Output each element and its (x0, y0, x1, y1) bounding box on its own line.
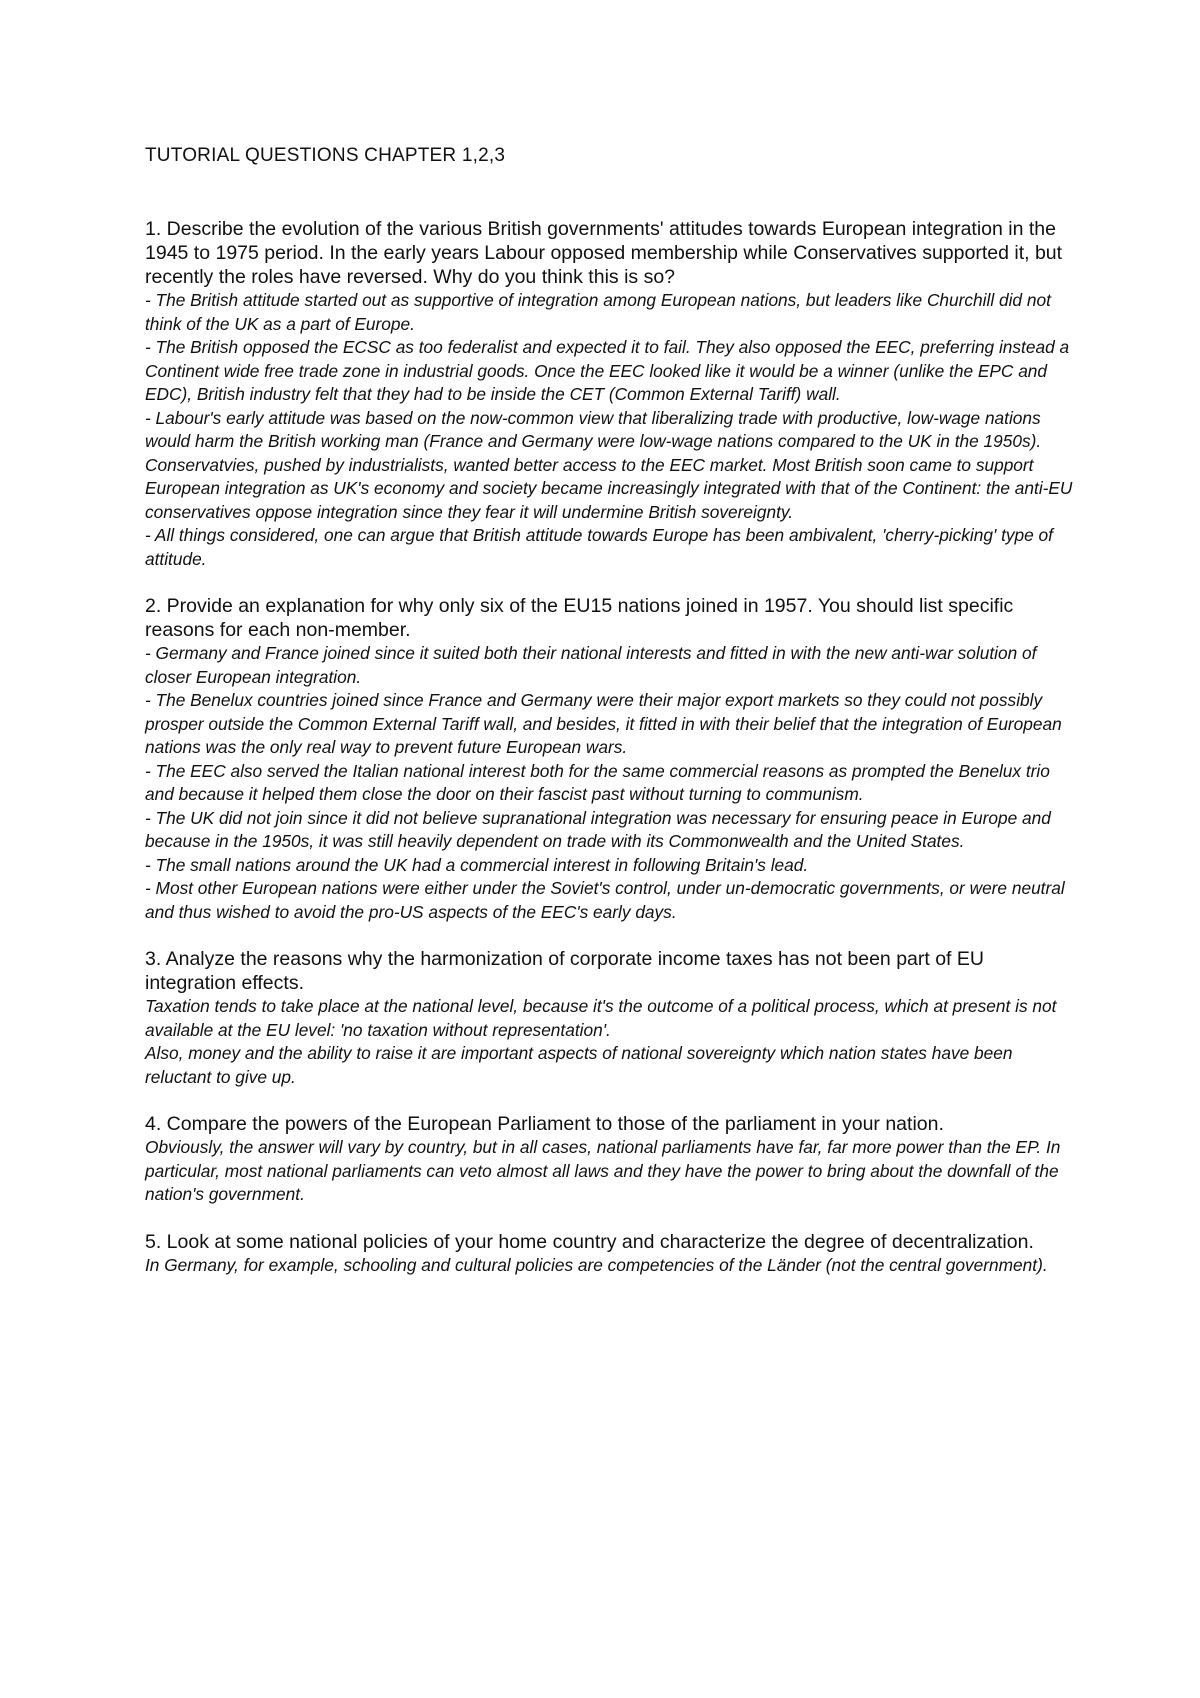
answer-1-4: Conservatvies, pushed by industrialists, wanted better access to the EEC market. Most British soon came to support European integration as UK's economy and society became increasingly integrated with that of the Continent: the anti-EU conservatives oppose integration since they fear it will undermine British sovereignty. (145, 454, 1073, 522)
question-block-4 (145, 1112, 1080, 1207)
answer-1-3: - Labour's early attitude was based on the now-common view that liberalizing trade with productive, low-wage nations would harm the British working man (France and Germany were low-wage nations compared to the UK in the 1950s). (145, 407, 1042, 451)
question-block-5 (145, 1230, 1080, 1278)
answer-5-1: In Germany, for example, schooling and cultural policies are competencies of the Länder (not the central government). (145, 1254, 1048, 1275)
answer-2-6: - Most other European nations were either under the Soviet's control, under un-democratic governments, or were neutral and thus wished to avoid the pro-US aspects of the EEC's early days. (145, 878, 1065, 922)
question-1: 1. Describe the evolution of the various British governments' attitudes towards European integration in the 1945 to 1975 period. In the early years Labour opposed membership while Conservatives supported it, but recently the roles have reversed. Why do you think this is so? (145, 218, 1063, 288)
question-block-1 (145, 217, 1080, 571)
answer-2-5: - The small nations around the UK had a commercial interest in following Britain's lead. (145, 854, 809, 875)
answer-2-4: - The UK did not join since it did not believe supranational integration was necessary for ensuring peace in Europe and because in the 1950s, it was still heavily dependent on trade with its Commonwealth and the United States. (145, 807, 1051, 851)
question-4: 4. Compare the powers of the European Parliament to those of the parliament in your nation. (145, 1113, 944, 1135)
question-block-2 (145, 594, 1080, 924)
answer-1-5: - All things considered, one can argue that British attitude towards Europe has been ambivalent, 'cherry-picking' type of attitude. (145, 525, 1053, 569)
answer-1-1: - The British attitude started out as supportive of integration among European nations, but leaders like Churchill did not think of the UK as a part of Europe. (145, 290, 1051, 334)
answer-4-1: Obviously, the answer will vary by country, but in all cases, national parliaments have far, far more power than the EP. In particular, most national parliaments can veto almost all laws and they have the power to bring about the downfall of the nation's government. (145, 1137, 1061, 1204)
document-title: TUTORIAL QUESTIONS CHAPTER 1,2,3 (145, 145, 506, 166)
answer-2-1: - Germany and France joined since it suited both their national interests and fitted in with the new anti-war solution of closer European integration. (145, 643, 1037, 687)
question-block-3 (145, 947, 1080, 1089)
question-5: 5. Look at some national policies of your home country and characterize the degree of decentralization. (145, 1230, 1034, 1253)
answer-3-1: Taxation tends to take place at the national level, because it's the outcome of a political process, which at present is not available at the EU level: 'no taxation without representation'. (145, 996, 1057, 1040)
answer-3-2: Also, money and the ability to raise it are important aspects of national sovereignty which nation states have been reluctant to give up. (145, 1043, 1013, 1087)
question-3: 3. Analyze the reasons why the harmonization of corporate income taxes has not been part of EU integration effects. (145, 948, 984, 994)
answer-2-2: - The Benelux countries joined since France and Germany were their major export markets so they could not possibly prosper outside the Common External Tariff wall, and besides, it fitted in with their belief that the integration of European nations was the only real way to prevent future European wars. (145, 690, 1062, 757)
question-2: 2. Provide an explanation for why only six of the EU15 nations joined in 1957. You should list specific reasons for each non-member. (145, 595, 1014, 641)
answer-2-3: - The EEC also served the Italian national interest both for the same commercial reasons as prompted the Benelux trio and because it helped them close the door on their fascist past without turning to communism. (145, 760, 1050, 804)
answer-1-2: - The British opposed the ECSC as too federalist and expected it to fail. They also opposed the EEC, preferring instead a Continent wide free trade zone in industrial goods. Once the EEC looked like it would be a winner (unlike the EPC and EDC), British industry felt that they had to be inside the CET (Common External Tariff) wall. (145, 337, 1070, 404)
